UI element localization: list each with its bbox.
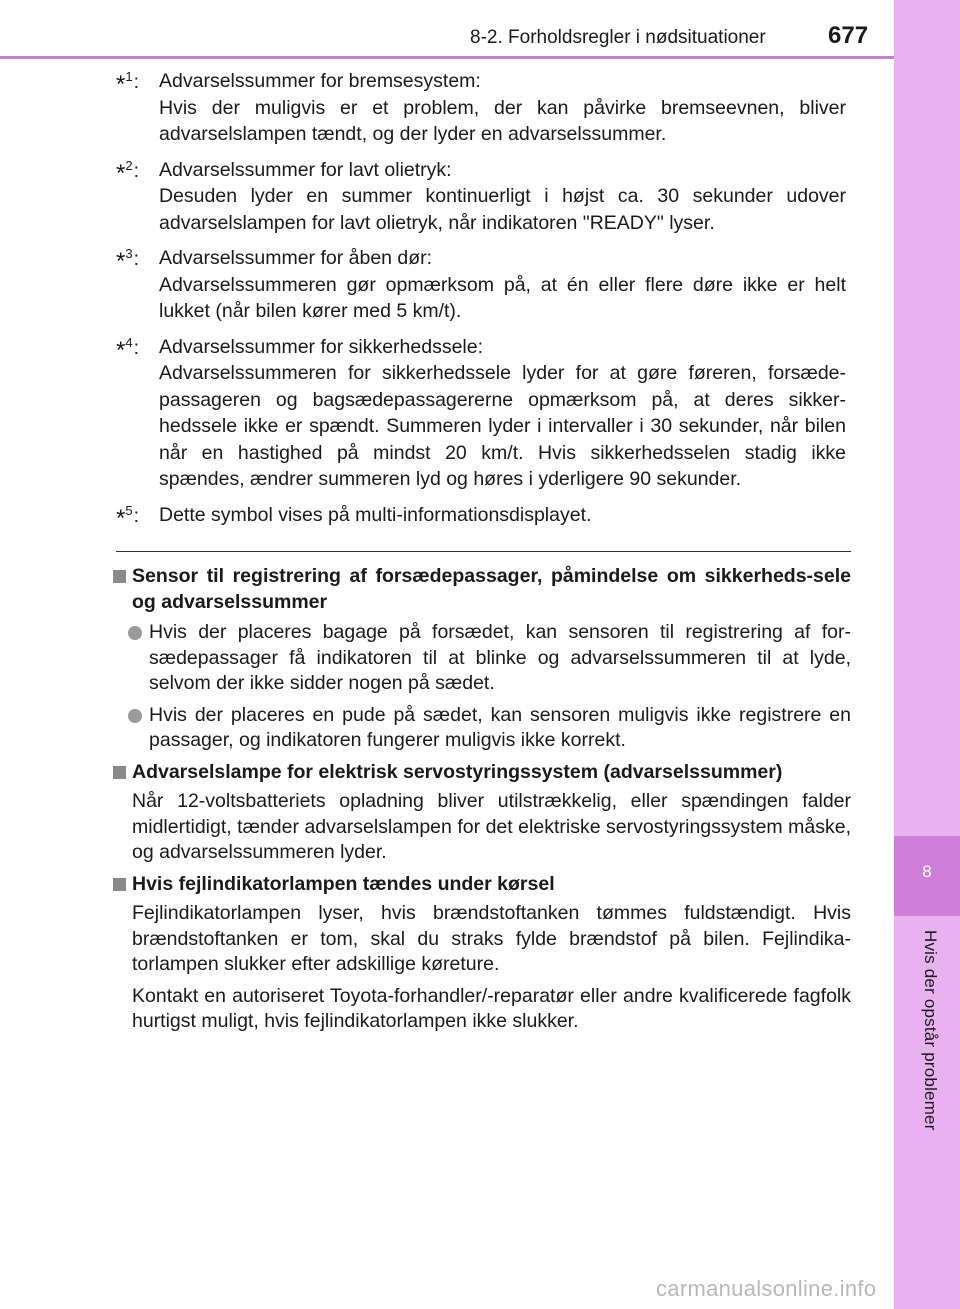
footnote (116, 245, 846, 325)
footnote-body: Advarselssummeren gør opmærksom på, at én eller flere døre ikke er helt lukket (når bilen kører med 5 km/t). (159, 273, 846, 322)
footnote-marker: *$^3$: (116, 246, 139, 275)
footnote (116, 68, 846, 148)
footnote-title: Advarselssummer for bremsesystem: (159, 70, 481, 92)
footnote-body: Advarselssummeren for sikkerhedssele lyder for at gøre føreren, forsæde-passageren og bagsædepassagererne opmærksom på, at deres sikker-hedssele ikke er spændt. Summeren lyder i intervaller i 30 sekunder, når bilen når en hastighed på mindst 20 km/t. Hvis sikkerhedsselen stadig ikke spændes, ændrer summeren lyd og høres i yderligere 90 sekunder. (159, 362, 846, 490)
footnote-title: Dette symbol vises på multi-informationsdisplayet. (159, 503, 592, 526)
footnote (116, 157, 846, 237)
list-item: Hvis der placeres en pude på sædet, kan sensoren muligvis ikke registrere en passager, og indikatoren fungerer muligvis ikke korrekt. (113, 703, 851, 754)
section-title: 8-2. Forholdsregler i nødsituationer (470, 27, 766, 48)
footnote-title: Advarselssummer for lavt olietryk: (159, 158, 452, 181)
paragraph: Fejlindikatorlampen lyser, hvis brændstoftanken tømmes fuldstændigt. Hvis brændstoftanken er tom, skal du straks fylde brændstof på bilen. Fejlindika-torlampen slukker efter adskillige køreture. (132, 902, 851, 975)
footnote-marker: *$^4$: (116, 334, 139, 364)
content-sections (113, 560, 851, 1041)
square-bullet-icon (113, 766, 126, 779)
square-bullet-icon (113, 570, 126, 583)
section-divider (116, 551, 851, 552)
page-number: 677 (828, 22, 869, 49)
footnote-title: Advarselssummer for åben dør: (159, 247, 433, 269)
chapter-tab[interactable] (894, 836, 960, 916)
footnote-body: Desuden lyder en summer kontinuerligt i højst ca. 30 sekunder udover advarselslampen for lavt olietryk, når indikatoren "READY" lyser. (159, 185, 846, 234)
footnote-title: Advarselssummer for sikkerhedssele: (159, 335, 484, 358)
list-item: Hvis der placeres bagage på forsædet, kan sensoren til registrering af for-sædepassager få indikatoren til at blinke og advarselssummeren til at lyde, selvom der ikke sidder nogen på sædet. (113, 620, 851, 697)
chapter-sidebar (894, 0, 960, 1309)
footnote-body: Hvis der muligvis er et problem, der kan påvirke bremseevnen, bliver advarselslampen tændt, og der lyder en advarselssummer. (159, 96, 846, 145)
footnote (116, 334, 846, 493)
paragraph: Kontakt en autoriseret Toyota-forhandler/-reparatør eller andre kvalificerede fagfolk hurtigst muligt, hvis fejlindikatorlampen ikke slukker. (132, 984, 851, 1032)
footnote-marker: *$^2$: (116, 157, 139, 187)
chapter-title: Hvis der opstår problemer (921, 930, 940, 1131)
footnotes (116, 68, 846, 537)
section-heading: Advarselslampe for elektrisk servostyringssystem (advarselssummer) (113, 760, 851, 786)
section-heading: Hvis fejlindikatorlampen tændes under kørsel (113, 872, 851, 898)
footnote-marker: *$^5$: (116, 502, 139, 532)
round-bullet-icon (128, 626, 142, 640)
header-divider (0, 56, 894, 59)
paragraph: Når 12-voltsbatteriets opladning bliver utilstrækkelig, eller spændingen falder midlertidigt, tænder advarselslampen for det elektriske servostyringssystem måske, og advarselssummeren lyder. (132, 790, 851, 863)
round-bullet-icon (128, 709, 142, 723)
square-bullet-icon (113, 878, 126, 891)
section-heading: Sensor til registrering af forsædepassager, påmindelse om sikkerheds-sele og advarselssummer (113, 564, 851, 615)
footnote-marker: *$^1$: (116, 69, 139, 98)
watermark: carmanualsonline.info (656, 1276, 877, 1301)
footnote (116, 502, 846, 532)
chapter-number: 8 (922, 862, 932, 881)
